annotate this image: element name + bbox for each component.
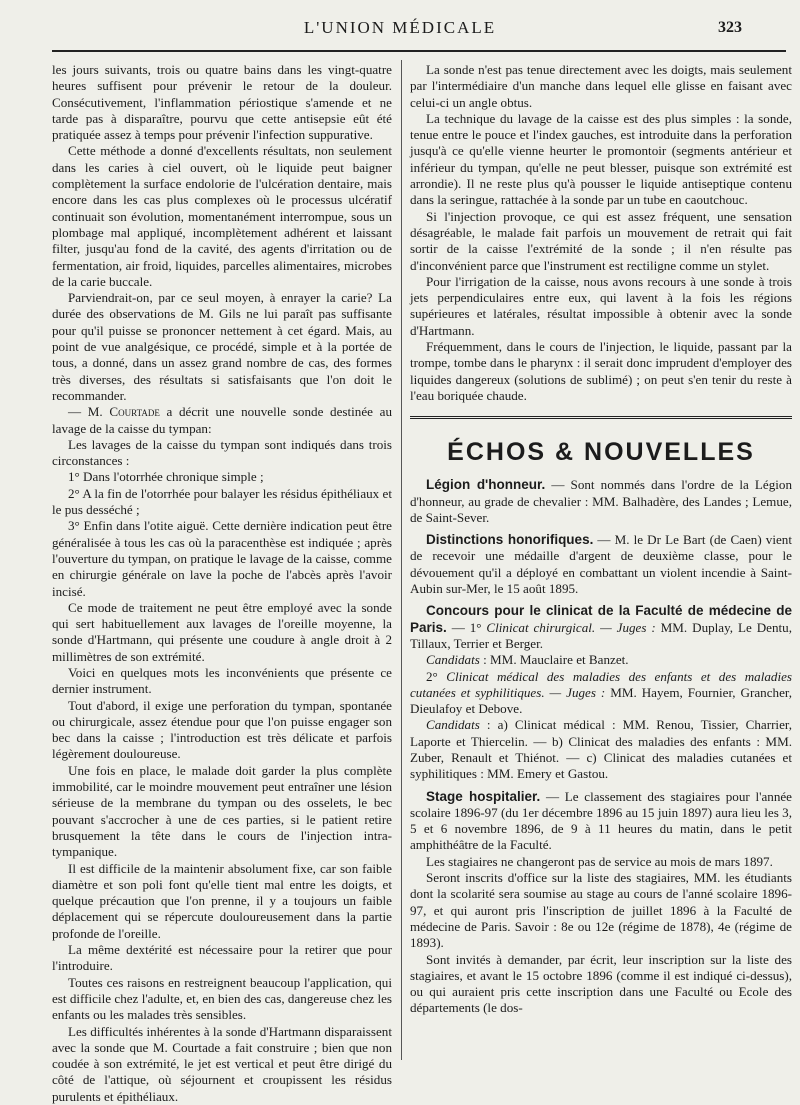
paragraph: Si l'injection provoque, ce qui est assez fréquent, une sensation désagréable, le malade fait parfois un mouvement de retrait qui fait sortir de la caisse l'extrémité de la sonde ; il n'en résulte pas d'inconvénient parce que l'instrument est rectiligne comme un stylet. — [410, 208, 792, 273]
entry-text: : a) Clinicat médical : MM. Renou, Tissier, Charrier, Laporte et Thiercelin. — b) Clinicat des maladies des enfants : MM. Zuber, Renault et Thiénot. — c) Clinicat des maladies cutanées et syphilitiques : MM. Emery et Gastou. — [410, 717, 792, 782]
paragraph: Toutes ces raisons en restreignent beaucoup l'application, qui est difficile chez l'adulte, et, en bien des cas, dangereuse chez les enfants ou les malades très sensibles. — [52, 974, 392, 1023]
header-rule — [52, 50, 786, 52]
paragraph: Les lavages de la caisse du tympan sont indiqués dans trois circonstances : — [52, 436, 392, 469]
entry-text: : MM. Mauclaire et Banzet. — [479, 652, 629, 668]
paragraph — [410, 652, 792, 668]
paragraph: 1° Dans l'otorrhée chronique simple ; — [68, 469, 264, 485]
section-rule — [410, 416, 792, 419]
entry-text: — M. le Dr Le Bart (de Caen) vient de recevoir une médaille d'argent de deuxième classe, pour le dévouement qu'il a déployé en combattant un violent incendie à Saint-Aubin sur-Mer, le 15 août 1895. — [410, 532, 792, 597]
entry-heading: Distinctions honorifiques. — [426, 532, 594, 548]
news-entry-distinctions — [410, 532, 792, 597]
paragraph: Cette méthode a donné d'excellents résultats, non seulement dans les caries à ciel ouvert, où le liquide peut baigner complètement la surface endolorie de l'ulcération dentaire, mais encore dans les cas plus complexes où le processus ulcératif continuait son évolution, momentanément interrompue, sous un plombage mal appliqué, incomplètement adhérent et laissant filter, jusqu'au fond de la cavité, des agents d'irritation ou de fermentation, air froid, liquides, parcelles alimentaires, microbes de la carie buccale. — [52, 143, 392, 289]
paragraph: La sonde n'est pas tenue directement avec les doigts, mais seulement par l'intermédiaire d'un manche dans lequel elle glisse en faisant avec celui-ci un angle obtus. — [410, 62, 792, 110]
paragraph: Les difficultés inhérentes à la sonde d'Hartmann disparaissent avec la sonde que M. Courtade a fait construire ; bien que non coudée à son extrémité, le jet est vertical et peut être dirigé du côté de l'attique, où séjournent et croupissent les résidus purulents et épithéliaux. — [52, 1023, 392, 1104]
page-number: 323 — [718, 19, 742, 36]
paragraph: Sont invités à demander, par écrit, leur inscription sur la liste des stagiaires, et avant le 15 octobre 1896 (comme il est indiqué ci-dessus), ou qui auraient pris cette inscription dans une Faculté ou Ecole des départements (le dos- — [410, 951, 792, 1016]
paragraph: Voici en quelques mots les inconvénients que présente ce dernier instrument. — [52, 664, 392, 697]
page-header — [0, 18, 800, 44]
paragraph: Une fois en place, le malade doit garder la plus complète immobilité, car le moindre mouvement peut entraîner une lésion sérieuse de la membrane du tympan ou des osselets, le bec pouvant s'accrocher à une de ces parties, si le patient retire brusquement la tête dans le cours de l'injection intra-tympanique. — [52, 762, 392, 860]
text-span: — M. — [68, 404, 110, 420]
paragraph: Ce mode de traitement ne peut être employé avec la sonde qui sert habituellement aux lavages de l'oreille moyenne, la sonde d'Hartmann, qui présente une coudure à angle droit à 2 millimètres de son extrémité. — [52, 599, 392, 664]
entry-heading: Légion d'honneur. — [426, 477, 546, 493]
journal-title: L'UNION MÉDICALE — [303, 18, 497, 37]
right-column — [410, 62, 792, 1062]
news-entry-legion — [410, 477, 792, 526]
text-span: a décrit une nouvelle sonde destinée au lavage de la caisse du tympan: — [52, 404, 392, 436]
paragraph: Il est difficile de la maintenir absolument fixe, car son faible diamètre et son poli font qu'elle tient mal entre les doigts, et quelque précaution que l'on prenne, il y a toujours un faible déplacement qui se répercute douloureusement dans la partie profonde de l'oreille. — [52, 860, 392, 941]
paragraph — [410, 717, 792, 782]
entry-heading: Concours pour le clinicat de la Faculté de médecine de Paris. — [410, 603, 792, 635]
entry-text: MM. Hayem, Fournier, Grancher, Dieulafoy et Debove. — [410, 684, 792, 717]
paragraph: La technique du lavage de la caisse est des plus simples : la sonde, tenue entre le pouce et l'index gauches, est introduite dans la perforation jusqu'à ce qu'elle vienne heurter le promontoir (segments antérieur et inférieur du tympan, qu'elle ne peut blesser, puisque son extrémité est arrondie). Il ne reste plus qu'à pousser le liquide antiseptique contenu dans la seringue, rattachée à la sonde par un tube en caoutchouc. — [410, 110, 792, 208]
paragraph: Seront inscrits d'office sur la liste des stagiaires, MM. les étudiants dont la scolarité sera soumise au stage au cours de l'anné scolaire 1896-97, et qui auront pris l'inscription de juillet 1896 à la Faculté de médecine de Paris. Savoir : 8e ou 12e (régime de 1878), 4e (régime de 1893). — [410, 870, 792, 951]
entry-text: 2° — [426, 668, 447, 684]
author-name: Courtade — [109, 404, 160, 420]
entry-text: — 1° — [446, 619, 487, 635]
entry-heading: Stage hospitalier. — [426, 788, 541, 804]
paragraph — [410, 669, 792, 718]
paragraph: Tout d'abord, il exige une perforation du tympan, spontanée ou chirurgicale, assez étendue pour que l'on puisse engager son bec dans la caisse ; l'introduction est très délicate et parfois légèrement douloureuse. — [52, 697, 392, 762]
entry-italic: Clinicat chirurgical. — Juges : — [486, 619, 656, 635]
left-column — [52, 62, 392, 1104]
paragraph: La même dextérité est nécessaire pour la retirer que pour l'introduire. — [52, 942, 392, 974]
news-entry-stage — [410, 789, 792, 854]
column-divider — [401, 60, 402, 1060]
paragraph: Les stagiaires ne changeront pas de service au mois de mars 1897. — [426, 853, 773, 869]
paragraph: 3° Enfin dans l'otite aiguë. Cette dernière indication peut être généralisée à tous les cas où la paracenthèse est indiquée ; après l'ouverture du tympan, on pratique le lavage de la caisse, comme en chirurgie générale on lave la poche de l'abcès après l'avoir incisé. — [52, 518, 392, 599]
entry-text: — Sont nommés dans l'ordre de la Légion d'honneur, au grade de chevalier : MM. Balhadère, des Landes ; Lemue, de Saint-Sever. — [410, 477, 793, 525]
entry-text: — Le classement des stagiaires pour l'année scolaire 1896-97 (du 1er décembre 1896 au 15 juin 1897) aura lieu les 3, 5 et 6 novembre 1896, de 9 à 11 heures du matin, dans le petit amphithéâtre de la Faculté. — [410, 788, 792, 853]
paragraph: Pour l'irrigation de la caisse, nous avons recours à une sonde à trois jets perpendiculaires entre eux, qui lavent à la fois les régions supérieures et latérales, résultat impossible à obtenir avec la sonde d'Hartmann. — [410, 273, 792, 338]
paragraph: Parviendrait-on, par ce seul moyen, à enrayer la carie? La durée des observations de M. Gils ne lui paraît pas suffisante pour qu'il puisse se prononcer nettement à cet égard. Mais, au point de vue analgésique, ce procédé, simple et à la portée de tous, a donné, dans un assez grand nombre de cas, des formes très diverses, des résultats si satisfaisants que l'on doit le recommander. — [52, 290, 392, 403]
entry-italic: Candidats — [426, 717, 480, 733]
entry-italic: Candidats — [426, 652, 480, 668]
news-entry-concours — [410, 603, 792, 652]
paragraph: Fréquemment, dans le cours de l'injection, le liquide, passant par la trompe, tombe dans le pharynx : il serait donc imprudent d'employer des liquides dangereux (solutions de sublimé) ; on peut s'en tenir du reste à l'eau boriquée chaude. — [410, 339, 792, 403]
paragraph: les jours suivants, trois ou quatre bains dans les vingt-quatre heures suffisent pour prévenir le retour de la douleur. Consécutivement, l'inflammation périostique s'amende et ne tarde pas à disparaître, pourvu que cette antisepsie eût été pratiquée assez à temps pour prévenir l'infection suppurative. — [52, 62, 392, 143]
section-title: ÉCHOS & NOUVELLES — [447, 438, 755, 467]
entry-italic: Clinicat médical des maladies des enfants et des maladies cutanées et syphilitiques. — Juges : — [410, 668, 792, 700]
paragraph: 2° A la fin de l'otorrhée pour balayer les résidus épithéliaux et le pus desséché ; — [52, 485, 392, 518]
paragraph — [52, 404, 392, 437]
entry-text: MM. Duplay, Le Dentu, Tillaux, Terrier et Berger. — [410, 619, 792, 651]
